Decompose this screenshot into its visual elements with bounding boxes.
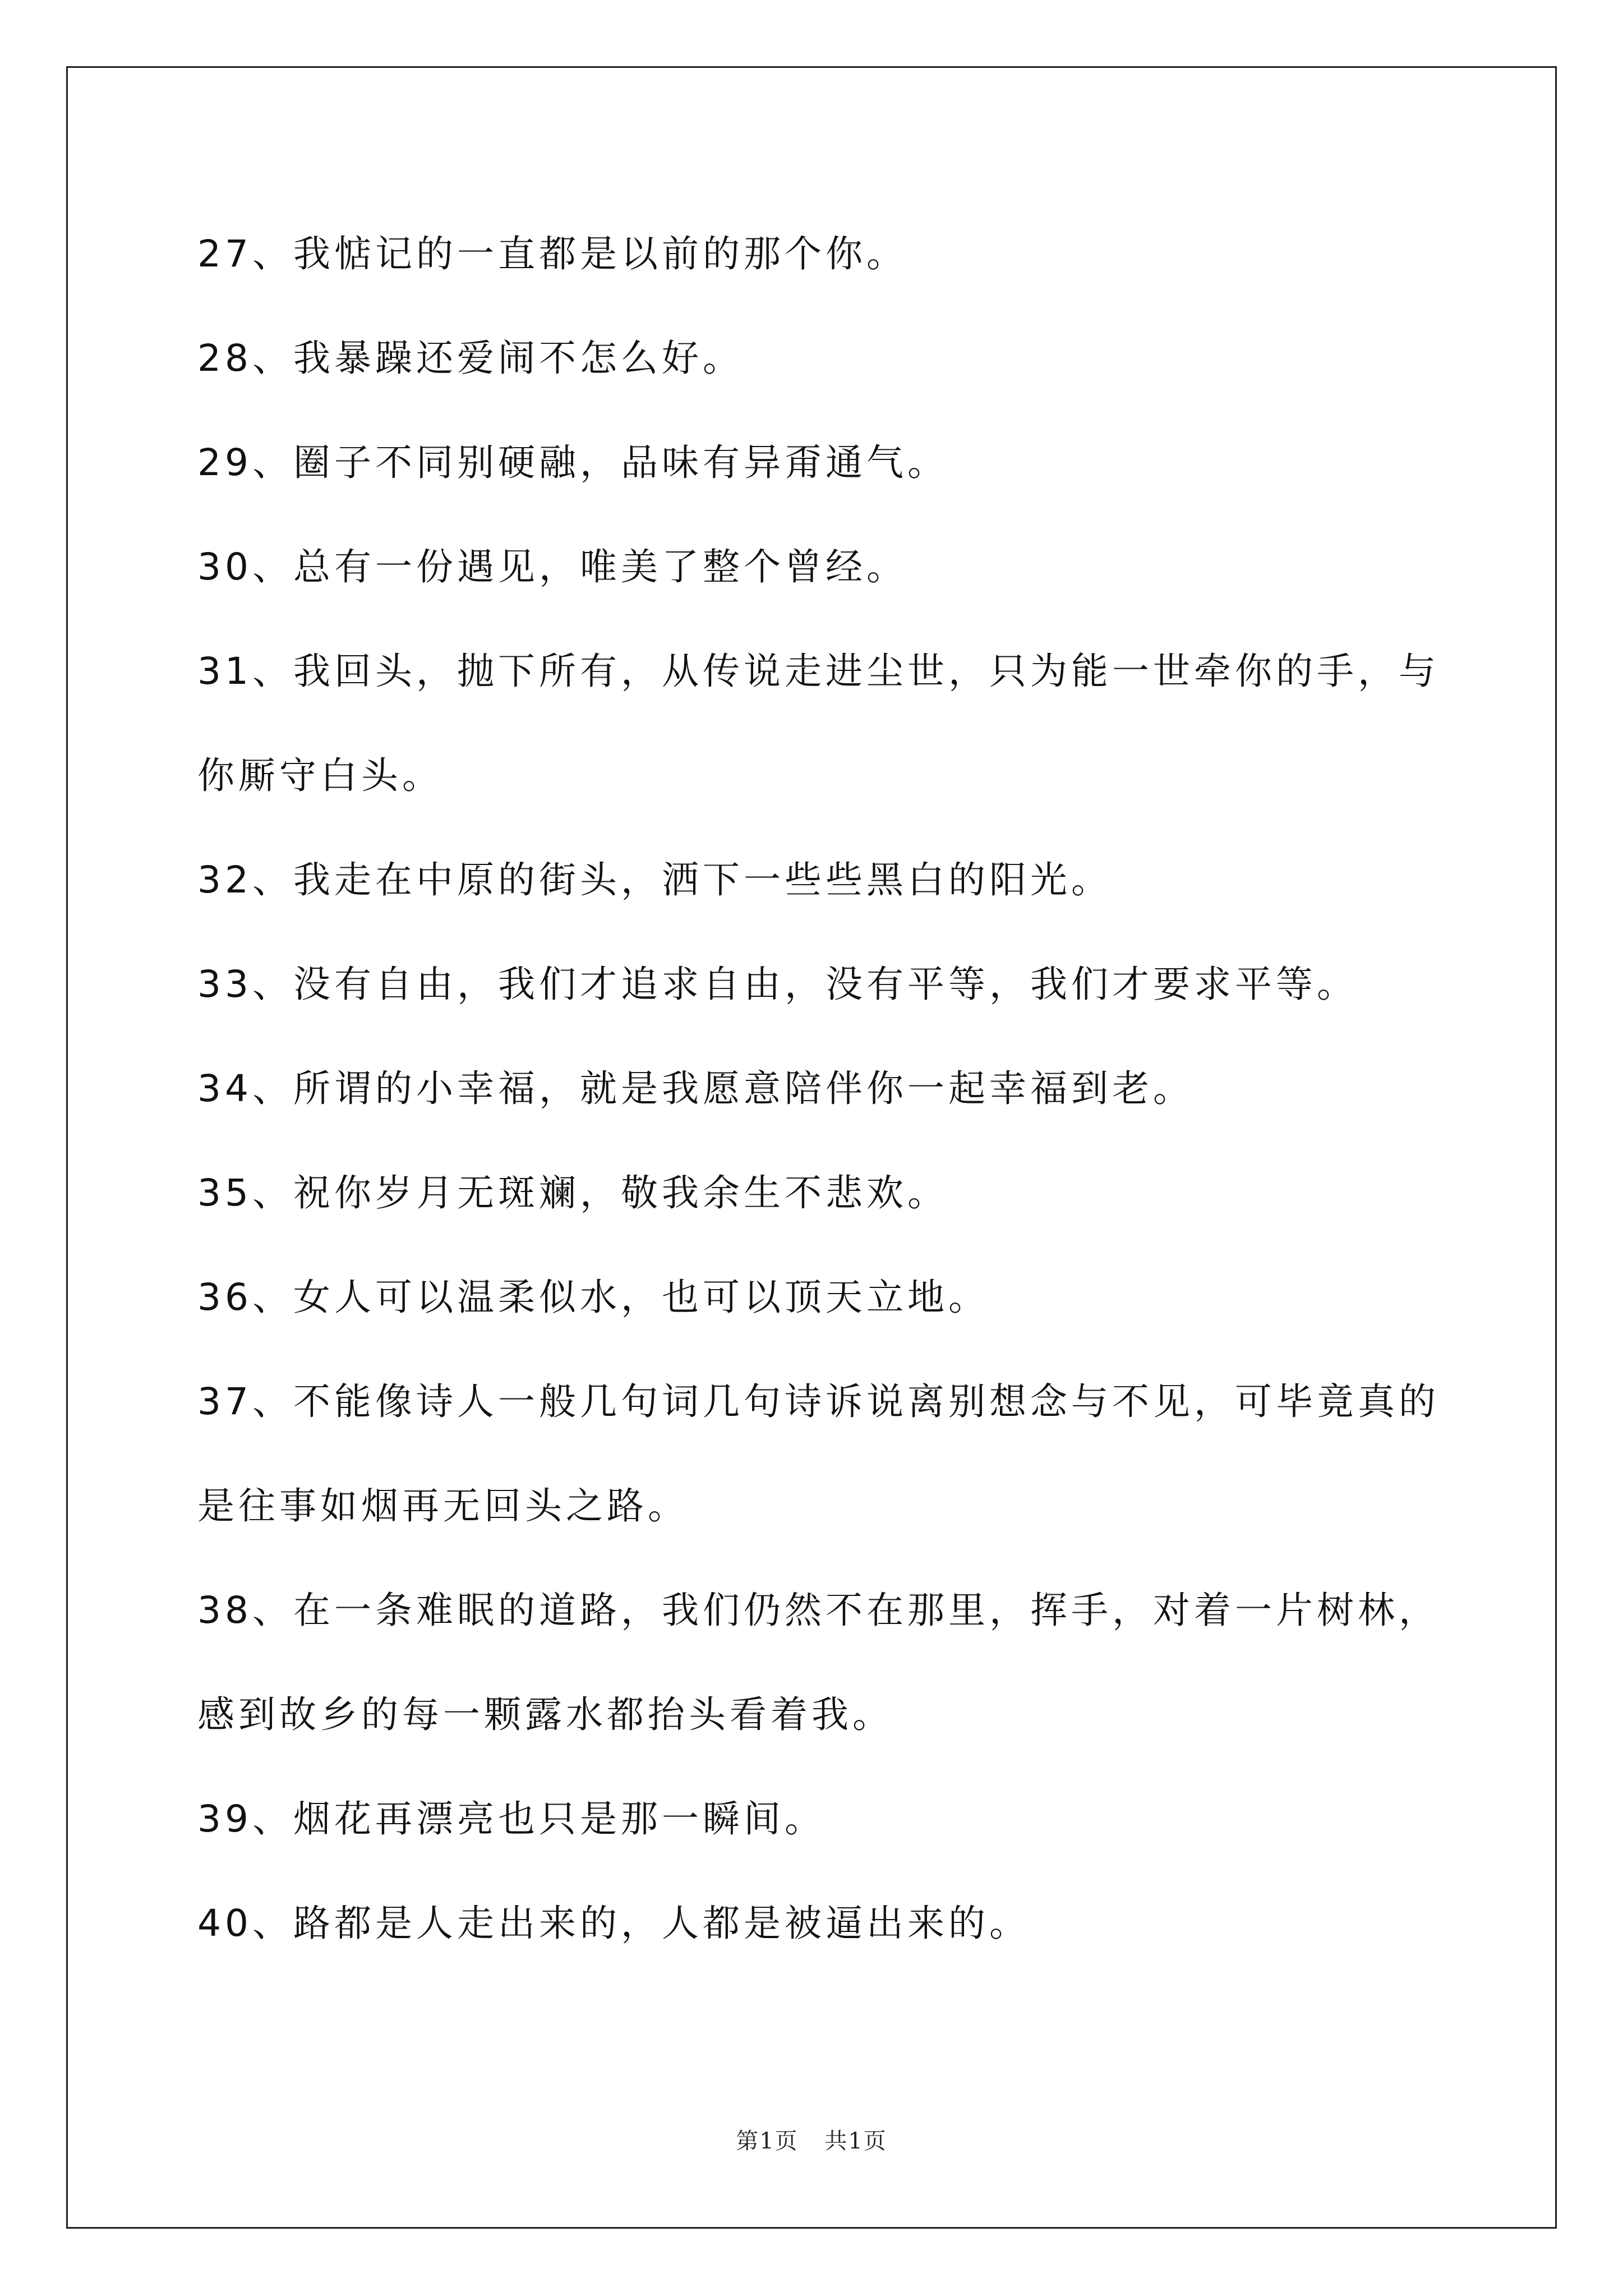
text-line: 36、女人可以温柔似水，也可以顶天立地。	[197, 1276, 989, 1319]
text-line: 37、不能像诗人一般几句词几句诗诉说离别想念与不见，可毕竟真的	[197, 1380, 1440, 1423]
text-line: 40、路都是人走出来的，人都是被逼出来的。	[197, 1902, 1030, 1945]
text-line: 39、烟花再漂亮也只是那一瞬间。	[197, 1797, 826, 1841]
text-line: 33、没有自由，我们才追求自由，没有平等，我们才要求平等。	[197, 963, 1358, 1006]
text-line: 30、总有一份遇见，唯美了整个曾经。	[197, 545, 907, 588]
text-line: 35、祝你岁月无斑斓，敬我余生不悲欢。	[197, 1171, 948, 1214]
page-total: 共1页	[824, 2128, 887, 2154]
text-line: 32、我走在中原的街头，洒下一些些黑白的阳光。	[197, 858, 1112, 901]
document-body	[197, 202, 1487, 1976]
page-footer	[0, 2123, 1623, 2155]
text-line: 38、在一条难眠的道路，我们仍然不在那里，挥手，对着一片树林，	[197, 1589, 1440, 1632]
text-line: 你厮守白头。	[197, 754, 443, 797]
text-line: 感到故乡的每一颗露水都抬头看着我。	[197, 1693, 893, 1736]
text-line: 29、圈子不同别硬融，品味有异甭通气。	[197, 441, 948, 484]
text-line: 是往事如烟再无回头之路。	[197, 1484, 689, 1527]
text-line: 27、我惦记的一直都是以前的那个你。	[197, 232, 907, 275]
text-line: 28、我暴躁还爱闹不怎么好。	[197, 337, 744, 380]
text-line: 31、我回头，抛下所有，从传说走进尘世，只为能一世牵你的手，与	[197, 650, 1440, 693]
text-line: 34、所谓的小幸福，就是我愿意陪伴你一起幸福到老。	[197, 1067, 1194, 1110]
page-current: 第1页	[736, 2128, 799, 2154]
